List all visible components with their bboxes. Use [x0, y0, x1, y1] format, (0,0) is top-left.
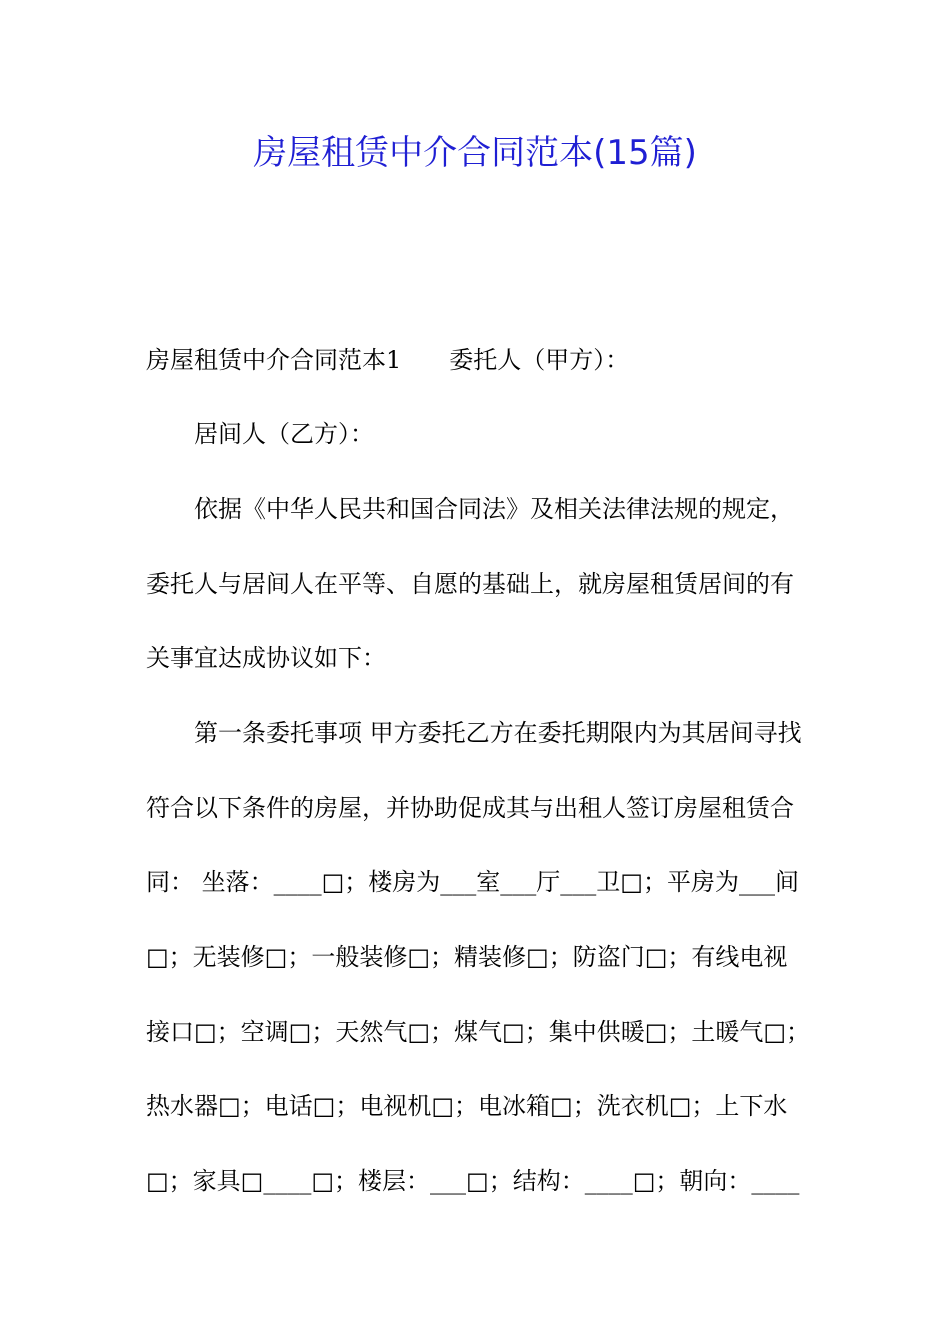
- body-line-5: 关事宜达成协议如下：: [146, 644, 386, 672]
- body-line-9: □；无装修□；一般装修□；精装修□；防盗门□；有线电视: [146, 943, 788, 971]
- body-line-1: 房屋租赁中介合同范本1 委托人（甲方）：: [146, 346, 630, 374]
- body-line-6: 第一条委托事项 甲方委托乙方在委托期限内为其居间寻找: [194, 719, 802, 747]
- body-line-11: 热水器□；电话□；电视机□；电冰箱□；洗衣机□；上下水: [146, 1092, 788, 1120]
- body-line-10: 接口□；空调□；天然气□；煤气□；集中供暖□；土暖气□；: [146, 1018, 811, 1046]
- body-line-8: 同： 坐落：____□；楼房为___室___厅___卫□；平房为___间: [146, 868, 799, 896]
- document-title: 房屋租赁中介合同范本(15篇): [253, 133, 697, 173]
- body-line-4: 委托人与居间人在平等、自愿的基础上，就房屋租赁居间的有: [146, 570, 794, 598]
- body-line-3: 依据《中华人民共和国合同法》及相关法律法规的规定，: [194, 495, 794, 523]
- body-line-12: □；家具□____□；楼层：___□；结构：____□；朝向：____: [146, 1167, 800, 1195]
- body-line-7: 符合以下条件的房屋，并协助促成其与出租人签订房屋租赁合: [146, 794, 794, 822]
- body-line-2: 居间人（乙方）：: [194, 420, 374, 448]
